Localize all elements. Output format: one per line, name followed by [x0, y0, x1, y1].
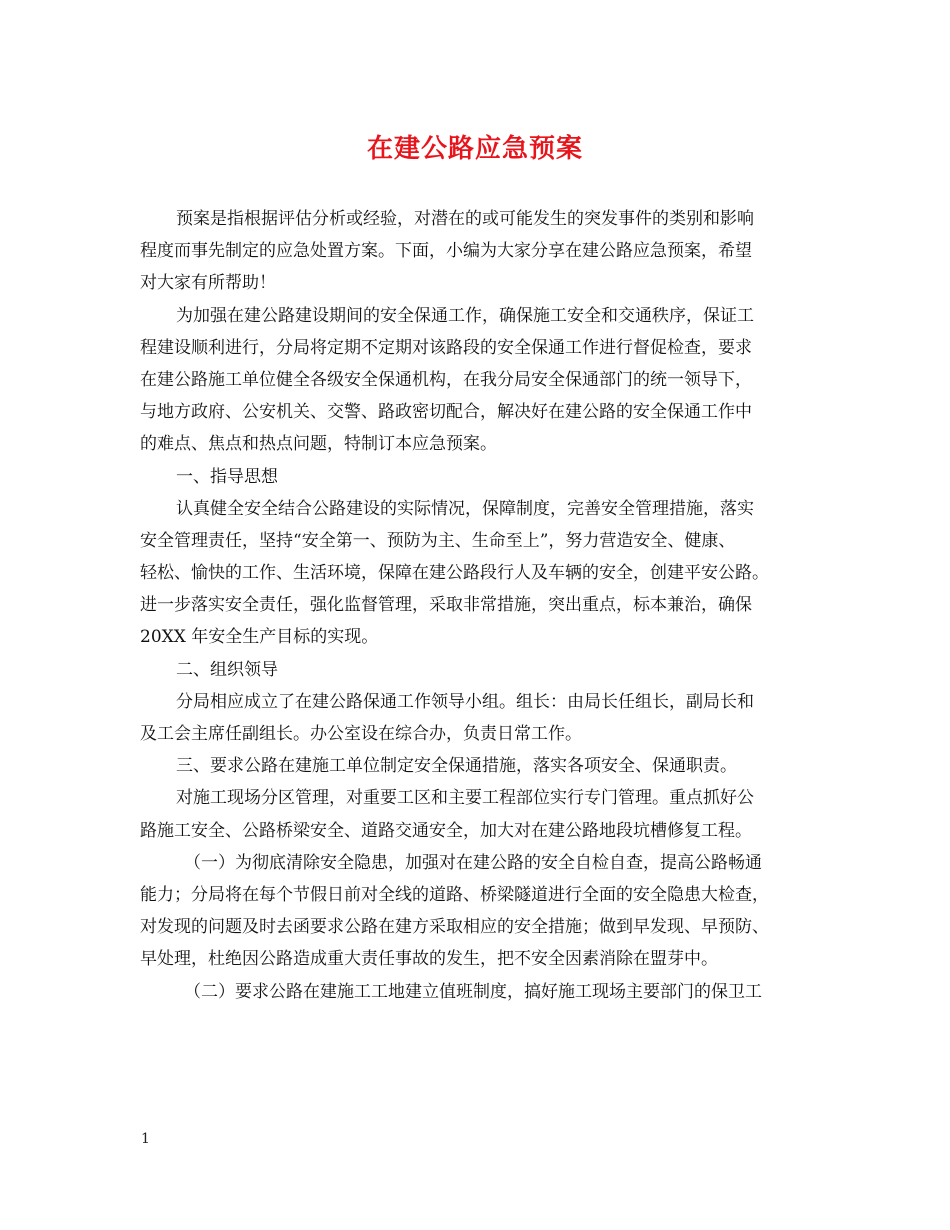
section-heading: 一、指导思想	[176, 466, 278, 487]
body-line: 为加强在建公路建设期间的安全保通工作，确保施工安全和交通秩序，保证工	[176, 305, 754, 326]
section-heading: 三、要求公路在建施工单位制定安全保通措施，落实各项安全、保通职责。	[176, 756, 737, 777]
body-line: 认真健全安全结合公路建设的实际情况，保障制度，完善安全管理措施，落实	[176, 498, 754, 519]
body-line: 分局相应成立了在建公路保通工作领导小组。组长：由局长任组长，副局长和	[176, 691, 754, 712]
body-line: 对大家有所帮助！	[140, 273, 276, 294]
body-line: 20XX 年安全生产目标的实现。	[140, 627, 379, 648]
body-line: 能力；分局将在每个节假日前对全线的道路、桥梁隧道进行全面的安全隐患大检查，	[140, 884, 769, 905]
body-line: 程度而事先制定的应急处置方案。下面，小编为大家分享在建公路应急预案，希望	[140, 241, 752, 262]
body-line: 安全管理责任，坚持“安全第一、预防为主、生命至上”，努力营造安全、健康、	[140, 530, 736, 551]
body-line: （二）要求公路在建施工工地建立值班制度，搞好施工现场主要部门的保卫工	[184, 981, 762, 1002]
section-heading: 二、组织领导	[176, 659, 278, 680]
body-line: 及工会主席任副组长。办公室设在综合办，负责日常工作。	[140, 724, 582, 744]
body-line: 与地方政府、公安机关、交警、路政密切配合，解决好在建公路的安全保通工作中	[140, 402, 752, 423]
document-body	[140, 203, 812, 1008]
page-number: 1	[141, 1131, 150, 1147]
body-line: 的难点、焦点和热点问题，特制订本应急预案。	[140, 434, 497, 455]
body-line: 对发现的问题及时去函要求公路在建方采取相应的安全措施；做到早发现、早预防、	[140, 917, 769, 938]
body-line: 进一步落实安全责任，强化监督管理，采取非常措施，突出重点，标本兼治，确保	[140, 595, 752, 616]
body-line: 程建设顺利进行，分局将定期不定期对该路段的安全保通工作进行督促检查，要求	[140, 337, 752, 358]
body-line: 对施工现场分区管理，对重要工区和主要工程部位实行专门管理。重点抓好公	[176, 788, 754, 809]
document-title: 在建公路应急预案	[366, 134, 583, 164]
body-line: 预案是指根据评估分析或经验，对潜在的或可能发生的突发事件的类别和影响	[176, 209, 754, 229]
body-line: 轻松、愉快的工作、生活环境，保障在建公路段行人及车辆的安全，创建平安公路。	[140, 563, 769, 584]
body-line: 路施工安全、公路桥梁安全、道路交通安全，加大对在建公路地段坑槽修复工程。	[140, 820, 752, 841]
body-line: （一）为彻底清除安全隐患，加强对在建公路的安全自检自查，提高公路畅通	[184, 852, 762, 873]
body-line: 在建公路施工单位健全各级安全保通机构，在我分局安全保通部门的统一领导下，	[140, 369, 752, 390]
body-line: 早处理，杜绝因公路造成重大责任事故的发生，把不安全因素消除在盟芽中。	[140, 949, 718, 970]
